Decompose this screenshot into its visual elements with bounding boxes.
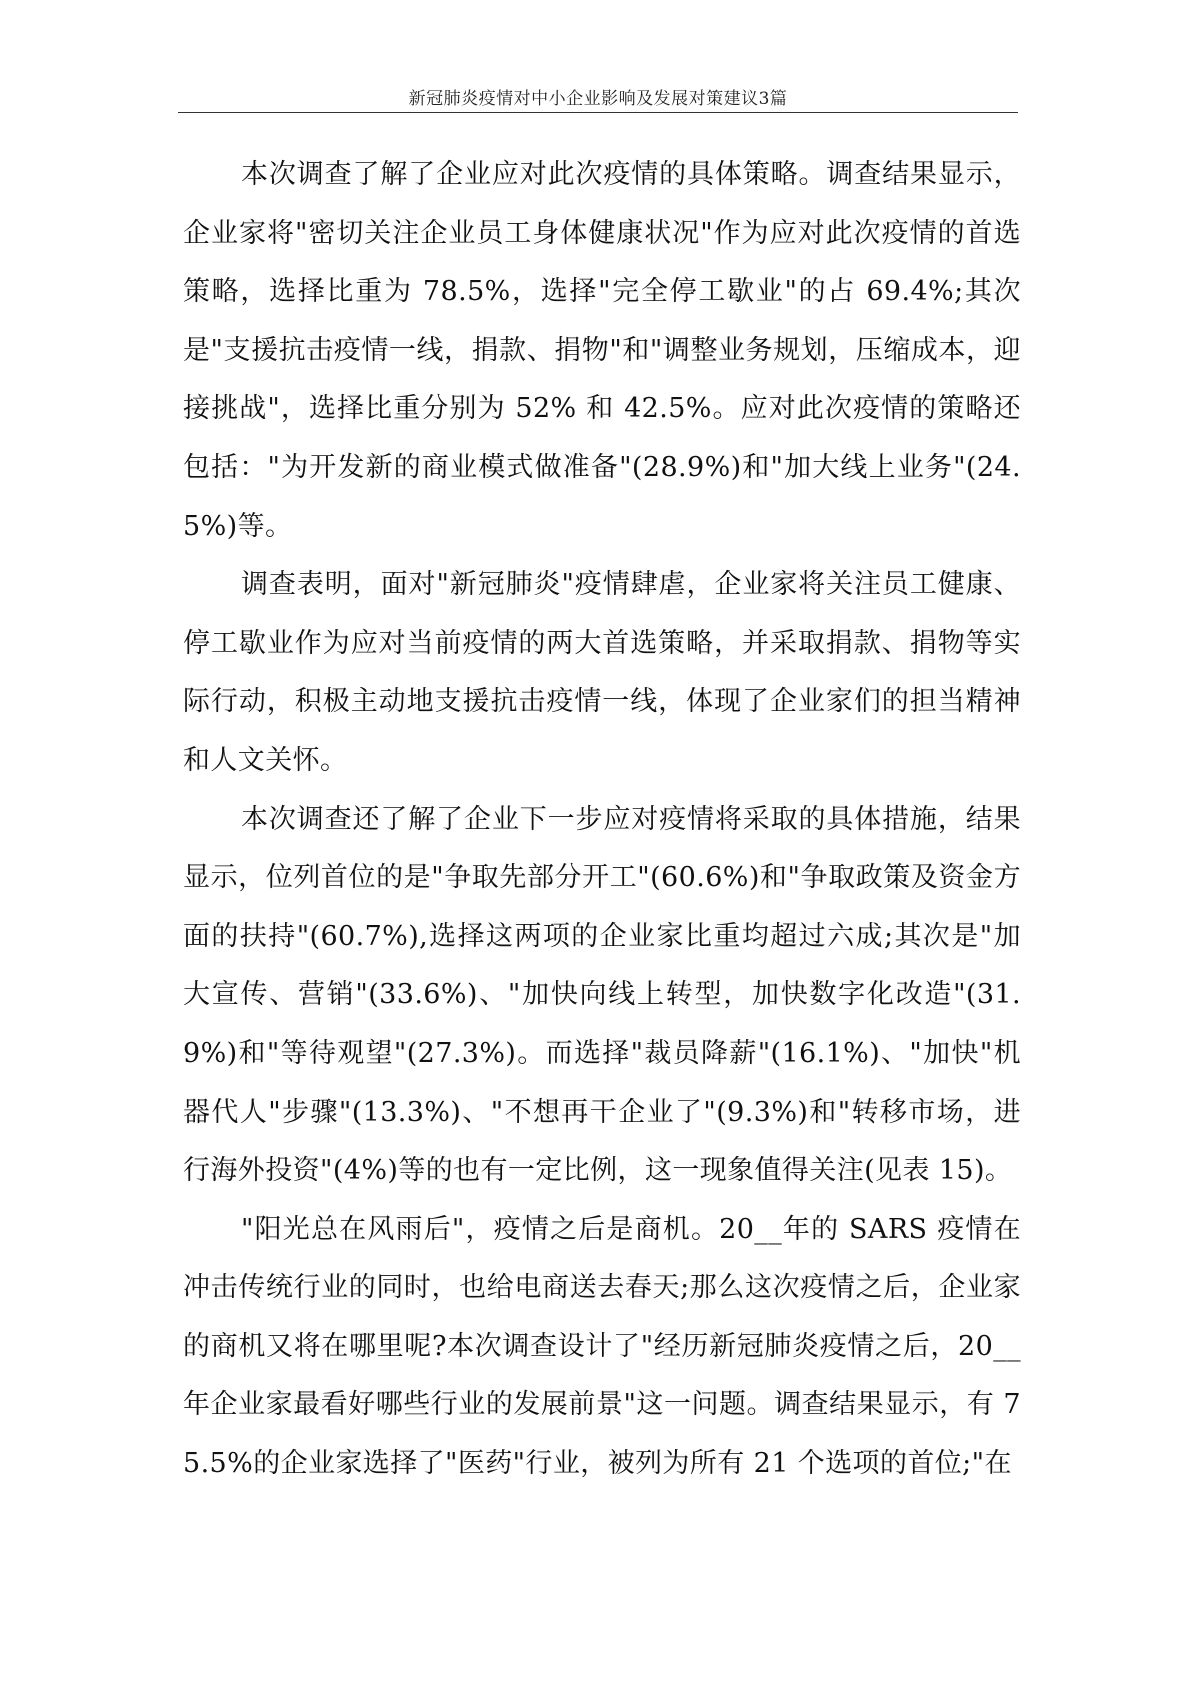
paragraph-next-measures: 本次调查还了解了企业下一步应对疫情将采取的具体措施，结果显示，位列首位的是"争取先部分开工"(60.6%)和"争取政策及资金方面的扶持"(60.7%),选择这两项的企业家比重均超过六成;其次是"加大宣传、营销"(33.6%)、"加快向线上转型，加快数字化改造"(31.9%)和"等待观望"(27.3%)。而选择"裁员降薪"(16.1%)、"加快"机器代人"步骤"(13.3%)、"不想再干企业了"(9.3%)和"转移市场，进行海外投资"(4%)等的也有一定比例，这一现象值得关注(见表 15)。 bbox=[183, 803, 1021, 1187]
document-body bbox=[183, 146, 1021, 1494]
page-header-title: 新冠肺炎疫情对中小企业影响及发展对策建议3篇 bbox=[408, 89, 788, 109]
paragraph-business-opportunities: "阳光总在风雨后"，疫情之后是商机。20__年的 SARS 疫情在冲击传统行业的同时，也给电商送去春天;那么这次疫情之后，企业家的商机又将在哪里呢?本次调查设计了"经历新冠肺炎疫情之后，20__年企业家最看好哪些行业的发展前景"这一问题。调查结果显示，有 75.5%的企业家选择了"医药"行业，被列为所有 21 个选项的首位;"在 bbox=[183, 1213, 1021, 1480]
paragraph-survey-findings: 调查表明，面对"新冠肺炎"疫情肆虐，企业家将关注员工健康、停工歇业作为应对当前疫情的两大首选策略，并采取捐款、捐物等实际行动，积极主动地支援抗击疫情一线，体现了企业家们的担当精神和人文关怀。 bbox=[183, 569, 1021, 776]
header-divider bbox=[178, 112, 1018, 113]
paragraph-strategies: 本次调查了解了企业应对此次疫情的具体策略。调查结果显示，企业家将"密切关注企业员工身体健康状况"作为应对此次疫情的首选策略，选择比重为 78.5%，选择"完全停工歇业"的占 69.4%;其次是"支援抗击疫情一线，捐款、捐物"和"调整业务规划，压缩成本，迎接挑战"，选择比重分别为 52% 和 42.5%。应对此次疫情的策略还包括："为开发新的商业模式做准备"(28.9%)和"加大线上业务"(24.5%)等。 bbox=[183, 159, 1021, 542]
